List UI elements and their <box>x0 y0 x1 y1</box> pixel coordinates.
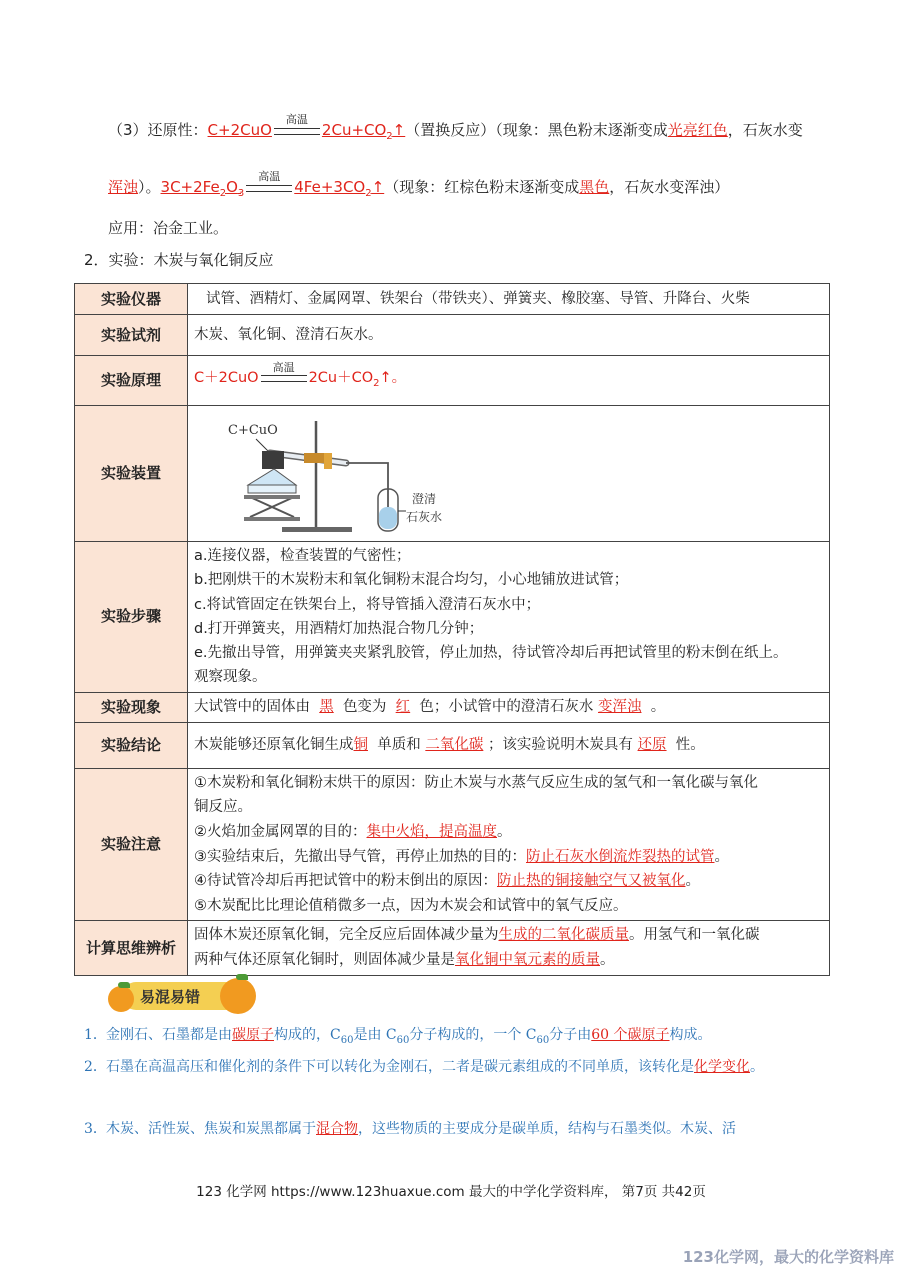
header-steps: 实验步骤 <box>75 542 188 693</box>
step-b: b.把刚烘干的木炭粉末和氧化铜粉末混合均匀，小心地铺放进试管； <box>194 572 629 589</box>
header-apparatus: 实验装置 <box>75 406 188 542</box>
step-c: c.将试管固定在铁架台上，将导管插入澄清石灰水中； <box>194 596 541 613</box>
watermark: 123化学网，最大的化学资料库 <box>682 1248 894 1266</box>
label-limewater: 石灰水 <box>406 509 443 524</box>
equation-right: $2Cu+CO_2↑$ <box>321 121 406 142</box>
cell-apparatus <box>188 406 830 542</box>
cell-instruments: 试管、酒精灯、金属网罩、铁架台（带铁夹）、弹簧夹、橡胶塞、导管、升降台、火柴 <box>188 284 830 315</box>
header-notes: 实验注意 <box>75 768 188 921</box>
cell-reagents: 木炭、氧化铜、澄清石灰水。 <box>188 315 830 356</box>
step-a: a.连接仪器，检查装置的气密性； <box>194 548 411 564</box>
cell-notes <box>188 768 830 921</box>
label-c-cuo: C+CuO <box>228 422 278 438</box>
equation-left: C+2CuO <box>207 121 272 139</box>
label-clear: 澄清 <box>412 491 437 506</box>
cell-steps <box>188 542 830 693</box>
cell-conclusion: 木炭能够还原氧化铜生成铜 单质和 二氧化碳 ；该实验说明木炭具有 还原 性。 <box>188 722 830 768</box>
step-e: e.先撤出导管，用弹簧夹夹紧乳胶管，停止加热，待试管冷却后再把试管里的粉末倒在纸上。 <box>194 645 788 662</box>
note-1-cont: 铜反应。 <box>194 799 252 816</box>
list-item-1: 1． 金刚石、石墨都是由碳原子构成的，$C_{60}$是由 $C_{60}$分子构成的，一个 $C_{60}$分子由60 个碳原子构成。 <box>84 1027 712 1046</box>
condition-high-temp-2: 高温 <box>246 179 292 197</box>
header-principle: 实验原理 <box>75 356 188 406</box>
cell-principle: C＋2CuO 高温 $2Cu+CO_2↑$。 <box>188 356 830 406</box>
application-line: 应用：冶金工业。 <box>108 219 229 237</box>
note-2: ②火焰加金属网罩的目的：集中火焰，提高温度。 <box>194 823 512 840</box>
experiment-title: 2．实验：木炭与氧化铜反应 <box>84 251 274 269</box>
cell-calculation: 固体木炭还原氧化铜，完全反应后固体减少量为生成的二氧化碳质量。用氢气和一氧化碳 两种气体还原氧化铜时，则固体减少量是氧化铜中氧元素的质量。 <box>188 921 830 976</box>
note-3: ③实验结束后，先撤出导气管，再停止加热的目的：防止石灰水倒流炸裂热的试管。 <box>194 848 729 865</box>
note-5: ⑤木炭配比比理论值稍微多一点，因为木炭会和试管中的氧气反应。 <box>194 897 628 914</box>
orange-icon <box>108 986 134 1012</box>
header-phenomenon: 实验现象 <box>75 692 188 722</box>
header-conclusion: 实验结论 <box>75 722 188 768</box>
header-calculation: 计算思维辨析 <box>75 921 188 976</box>
step-d: d.打开弹簧夹，用酒精灯加热混合物几分钟； <box>194 620 484 637</box>
step-e-cont: 观察现象。 <box>194 669 267 686</box>
note-4: ④待试管冷却后再把试管中的粉末倒出的原因：防止热的铜接触空气又被氧化。 <box>194 873 700 890</box>
page-footer: 123 化学网 https://www.123huaxue.com 最大的中学化学资料库， 第7页 共42页 <box>196 1184 706 1200</box>
condition-high-temp: 高温 <box>274 122 320 140</box>
tag-label: 易混易错 <box>140 988 201 1006</box>
reducibility-line-2: 浑浊）。$3C+2Fe_2O_3$ 高温 $4Fe+3CO_2↑$（现象：红棕色粉末逐渐变成黑色，石灰水变浑浊） <box>108 169 730 199</box>
orange-icon <box>220 978 256 1014</box>
header-reagents: 实验试剂 <box>75 315 188 356</box>
apparatus-diagram <box>220 411 460 537</box>
experiment-table <box>74 283 830 976</box>
list-item-2: 2． 石墨在高温高压和催化剂的条件下可以转化为金刚石，二者是碳元素组成的不同单质，该转化是化学变化。 <box>84 1059 764 1075</box>
reducibility-line-1: （3）还原性：C+2CuO 高温 $2Cu+CO_2↑$（置换反应）（现象：黑色粉末逐渐变成光亮红色，石灰水变 <box>108 112 803 142</box>
list-item-3: 3． 木炭、活性炭、焦炭和炭黑都属于混合物，这些物质的主要成分是碳单质，结构与石墨类似。木炭、活 <box>84 1121 736 1137</box>
cell-phenomenon: 大试管中的固体由 黑 色变为 红 色；小试管中的澄清石灰水 变浑浊 。 <box>188 692 830 722</box>
header-instruments: 实验仪器 <box>75 284 188 315</box>
section-tag <box>108 976 252 1016</box>
note-1: ①木炭粉和氧化铜粉末烘干的原因：防止木炭与水蒸气反应生成的氢气和一氧化碳与氧化 <box>194 774 758 791</box>
